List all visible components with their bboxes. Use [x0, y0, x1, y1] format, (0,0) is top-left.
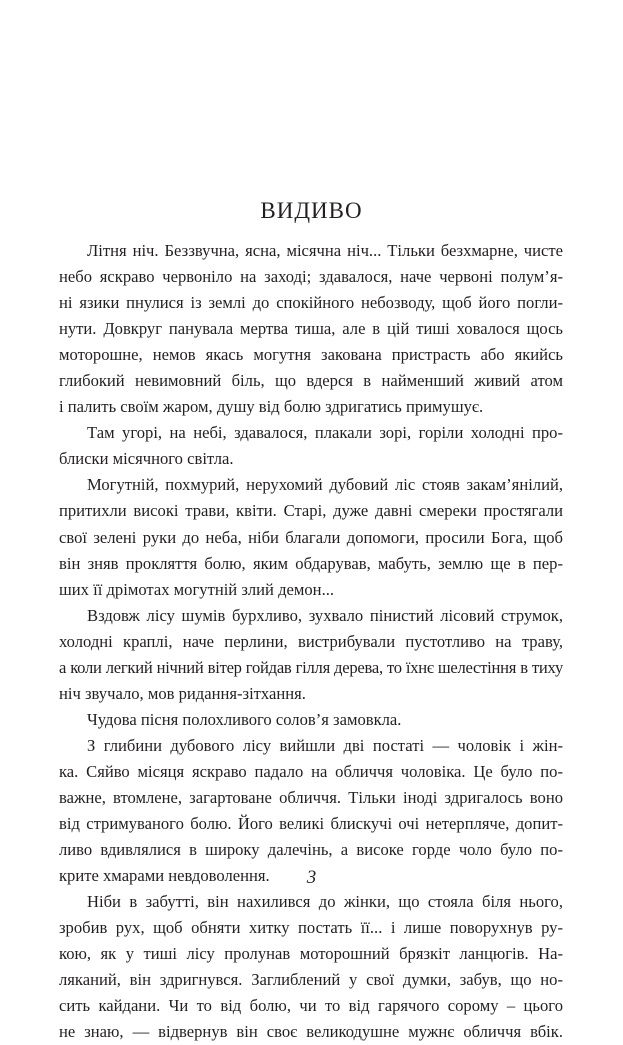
- chapter-title: ВИДИВО: [260, 198, 363, 223]
- body-text: [59, 238, 563, 1045]
- text-line: важне, втомлене, загартоване обличчя. Тільки іноді здригалось воно: [59, 787, 563, 807]
- text-line: ка. Сяйво місяця яскраво падало на обличчя чоловіка. Це було по-: [59, 761, 563, 781]
- text-line: Ніби в забутті, він нахилився до жінки, що стояла біля нього,: [87, 892, 563, 912]
- text-line: Літня ніч. Беззвучна, ясна, місячна ніч... Тільки безхмарне, чисте: [87, 241, 563, 260]
- text-line: кою, як у тиші лісу пролунав моторошний брязкіт ланцюгів. На-: [59, 944, 563, 964]
- text-line: і палить своїм жаром, душу від болю здригатись примушує.: [59, 397, 484, 417]
- page-number: 3: [306, 867, 317, 888]
- text-line: ніч звучало, мов ридання-зітхання.: [59, 683, 306, 703]
- text-line: Там угорі, на небі, здавалося, плакали зорі, горіли холодні про-: [87, 423, 563, 443]
- text-line: крите хмарами невдоволення.: [59, 866, 270, 886]
- text-line: ні язики пнулися із землі до спокійного небозводу, щоб його погли-: [59, 293, 563, 313]
- text-line: нути. Довкруг панувала мертва тиша, але в цій тиші ховалося щось: [59, 319, 563, 339]
- text-line: а коли легкий нічний вітер гойдав гілля дерева, то їхнє шелестіння в тиху: [59, 657, 563, 677]
- text-line: свої зелені руки до неба, ніби благали допомоги, просили Бога, щоб: [59, 527, 563, 547]
- text-line: Могутній, похмурий, нерухомий дубовий ліс стояв закам’янілий,: [87, 475, 563, 495]
- text-line: холодні краплі, наче перлини, вистрибували пустотливо на траву,: [59, 631, 563, 651]
- text-line: моторошне, немов якась могутня закована пристрасть або якийсь: [59, 345, 563, 365]
- text-line: ших її дрімотах могутній злий демон...: [59, 579, 335, 599]
- text-line: небо яскраво червоніло на заході; здавалося, наче червоні полум’я-: [59, 267, 563, 287]
- text-line: ливо вдивлялися в широку далечінь, а високе горде чоло було по-: [59, 840, 563, 860]
- text-line: не знаю, — відвернув він своє великодушне мужнє обличчя вбік.: [59, 1022, 563, 1042]
- text-line: блиски місячного світла.: [59, 449, 234, 469]
- text-line: З глибини дубового лісу вийшли дві постаті — чоловік і жін-: [87, 735, 563, 755]
- text-line: Вздовж лісу шумів бурхливо, зухвало пінистий лісовий струмок,: [87, 605, 563, 625]
- text-line: глибокий невимовний біль, що вдерся в найменший живий атом: [59, 371, 563, 391]
- text-line: від стримуваного болю. Його великі блискучі очі нетерпляче, допит-: [59, 814, 563, 834]
- text-line: ляканий, він здригнувся. Заглиблений у свої думки, забув, що но-: [59, 970, 563, 990]
- text-line: зробив рух, щоб обняти хитку постать її... і лише поворухнув ру-: [59, 918, 563, 938]
- text-line: притихли високі трави, квіти. Старі, дуже давні смереки простягали: [59, 501, 563, 521]
- text-line: сить кайдани. Чи то від болю, чи то від гарячого сорому – цього: [59, 996, 563, 1016]
- text-line: він зняв прокляття болю, яким обдарував, мабуть, землю ще в пер-: [59, 553, 563, 573]
- text-line: Чудова пісня полохливого солов’я замовкла.: [87, 709, 402, 729]
